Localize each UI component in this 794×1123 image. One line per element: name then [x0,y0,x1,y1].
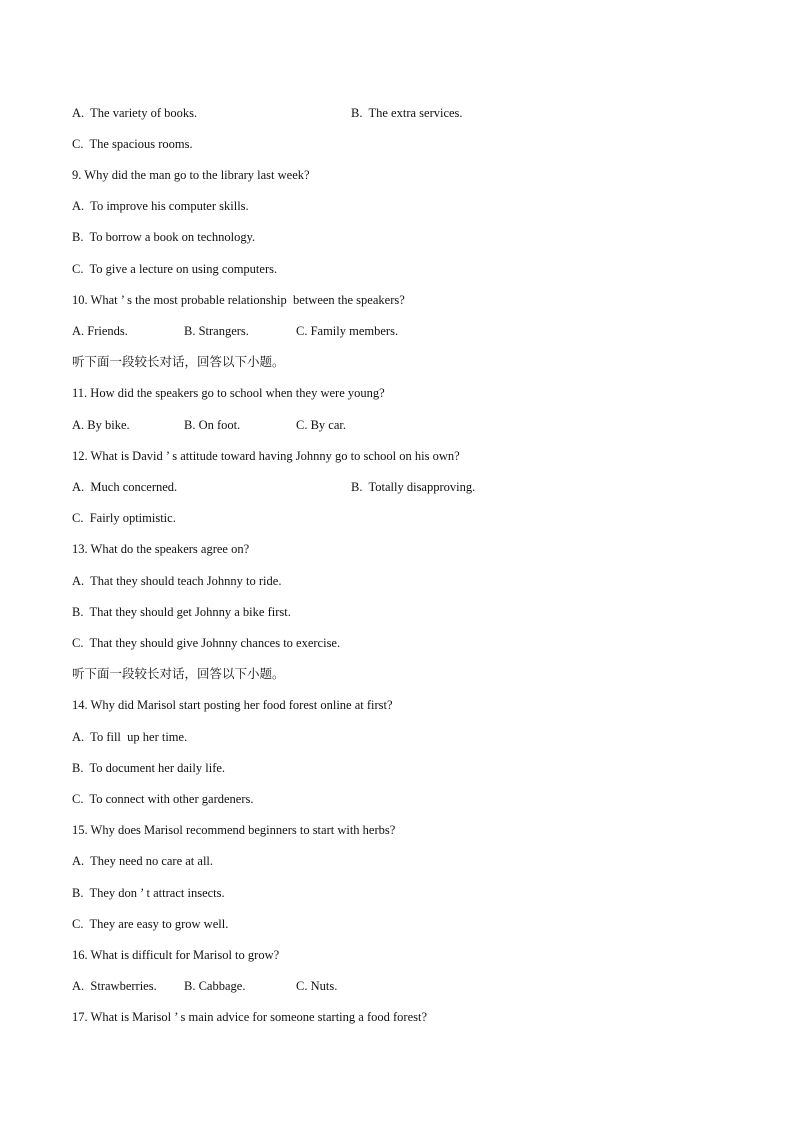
option-c-15: C. They are easy to grow well. [72,917,229,931]
section-instruction: 听下面一段较长对话，回答以下小题。 [72,354,285,369]
option-a-11: A. By bike. [72,418,130,432]
option-a-12: A. Much concerned. [72,480,178,494]
option-b-16: B. Cabbage. [184,979,246,993]
question-11: 11. How did the speakers go to school when they were young? [72,386,385,400]
option-c-9: C. To give a lecture on using computers. [72,262,278,276]
option-c-13: C. That they should give Johnny chances to exercise. [72,636,341,650]
option-b-11: B. On foot. [184,418,241,432]
question-10: 10. What ’ s the most probable relationship between the speakers? [72,293,405,307]
option-a-8: A. The variety of books. [72,106,198,120]
option-c-10: C. Family members. [296,324,399,338]
option-b-8: B. The extra services. [351,106,463,120]
option-a-10: A. Friends. [72,324,128,338]
section-instruction: 听下面一段较长对话，回答以下小题。 [72,666,285,681]
option-a-16: A. Strawberries. [72,979,157,993]
option-c-11: C. By car. [296,418,346,432]
option-c-8: C. The spacious rooms. [72,137,193,151]
option-b-15: B. They don ’ t attract insects. [72,886,225,900]
option-b-13: B. That they should get Johnny a bike first. [72,605,291,619]
question-13: 13. What do the speakers agree on? [72,542,250,556]
option-b-10: B. Strangers. [184,324,249,338]
question-15: 15. Why does Marisol recommend beginners to start with herbs? [72,823,396,837]
option-c-12: C. Fairly optimistic. [72,511,176,525]
option-b-14: B. To document her daily life. [72,761,226,775]
question-17: 17. What is Marisol ’ s main advice for someone starting a food forest? [72,1010,427,1024]
question-9: 9. Why did the man go to the library last week? [72,168,310,182]
question-12: 12. What is David ’ s attitude toward having Johnny go to school on his own? [72,449,460,463]
option-a-13: A. That they should teach Johnny to ride. [72,574,282,588]
option-a-15: A. They need no care at all. [72,854,214,868]
option-b-9: B. To borrow a book on technology. [72,230,256,244]
question-16: 16. What is difficult for Marisol to grow? [72,948,280,962]
option-b-12: B. Totally disapproving. [351,480,476,494]
option-c-14: C. To connect with other gardeners. [72,792,254,806]
option-c-16: C. Nuts. [296,979,338,993]
question-14: 14. Why did Marisol start posting her food forest online at first? [72,698,393,712]
option-a-9: A. To improve his computer skills. [72,199,249,213]
option-a-14: A. To fill up her time. [72,730,188,744]
